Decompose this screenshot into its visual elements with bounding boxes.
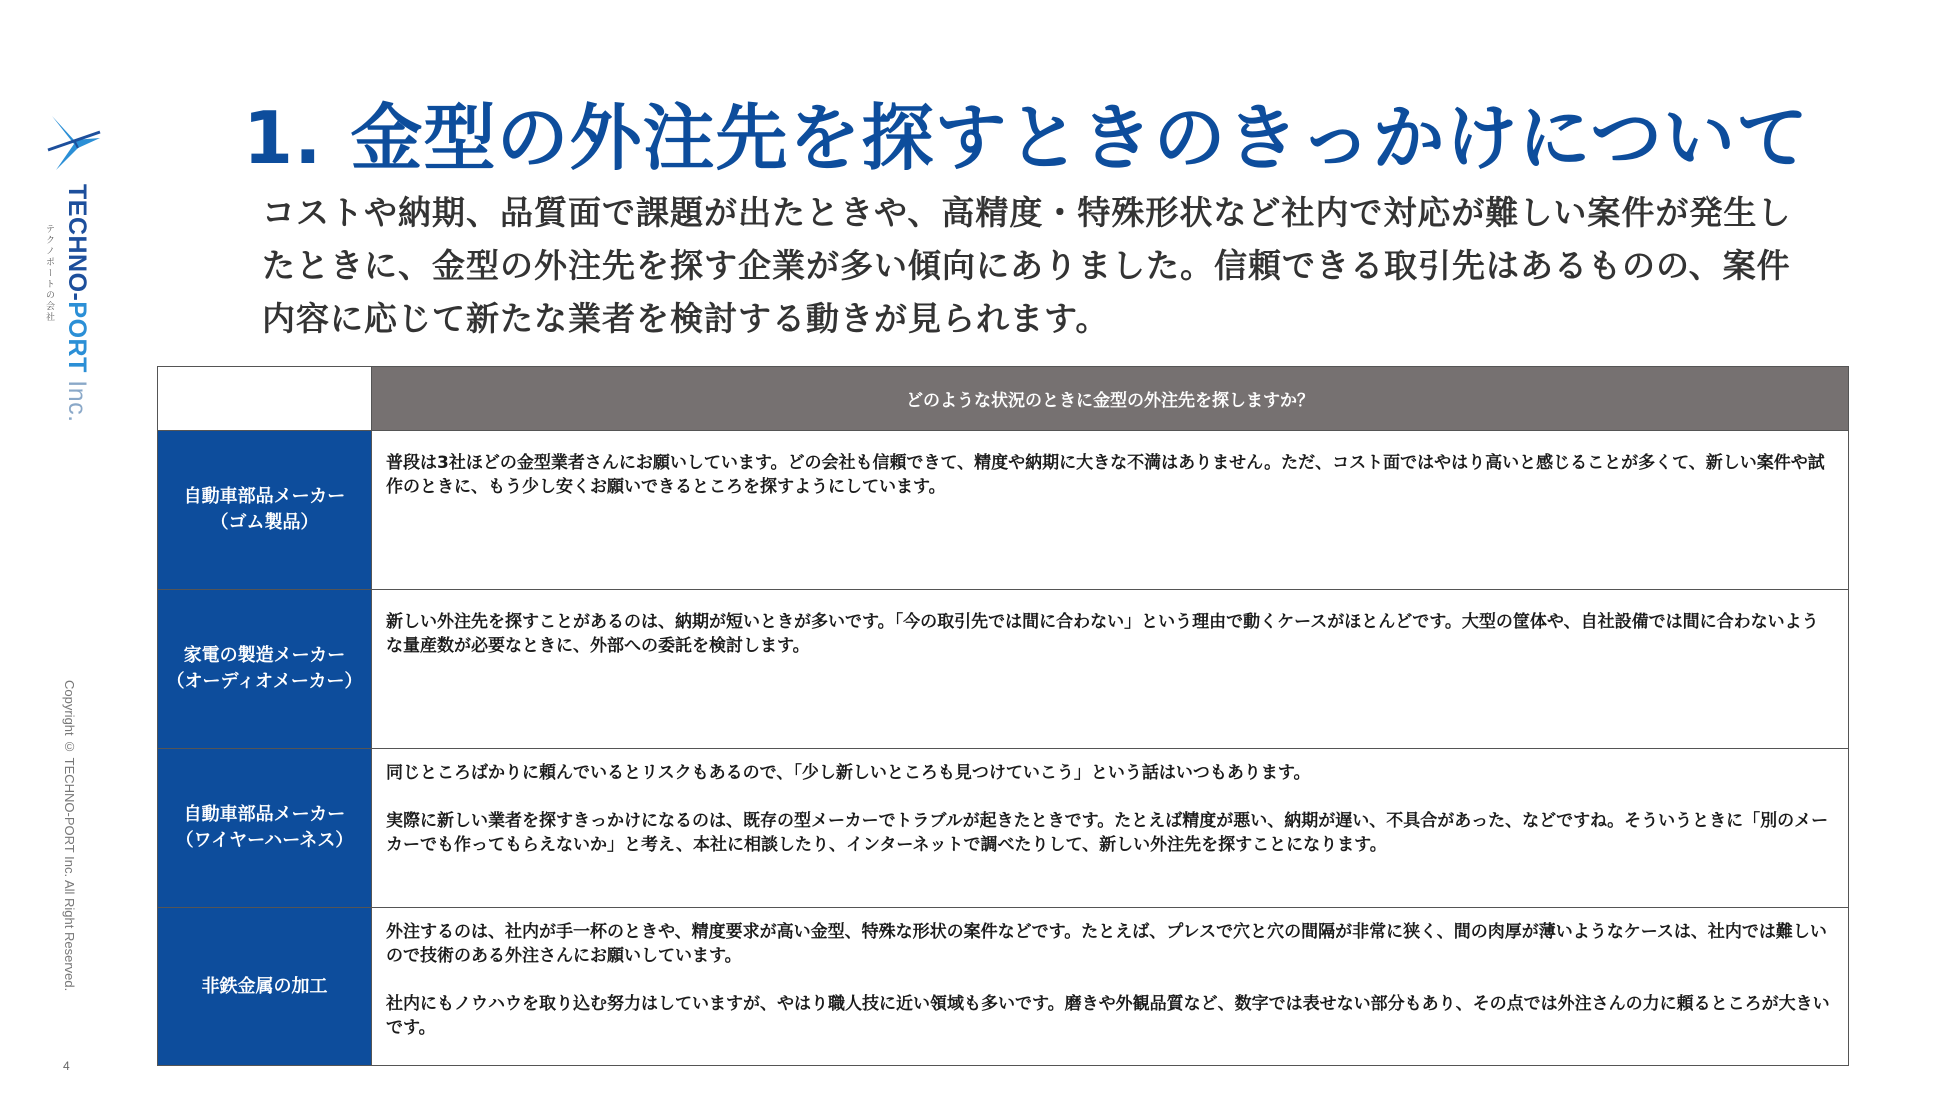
title-number: 1. [243, 96, 323, 180]
answer-paragraph: 同じところばかりに頼んでいるとリスクもあるので、「少し新しいところも見つけていこう」という話はいつもあります。 [386, 763, 1311, 783]
respondent-category: （オーディオメーカー） [166, 671, 363, 692]
interview-table [157, 366, 1849, 1066]
respondent-industry: 自動車部品メーカー [183, 486, 346, 507]
page-title [243, 80, 1923, 180]
answer-paragraph: 新しい外注先を探すことがあるのは、納期が短いときが多いです。「今の取引先では間に合わない」という理由で動くケースがほとんどです。大型の筐体や、自社設備では間に合わないような量産数が必要なときに、外部への委託を検討します。 [386, 612, 1819, 656]
respondent-label [158, 908, 372, 1066]
header-blank-cell [158, 367, 372, 431]
techno-port-logo-icon [44, 110, 104, 174]
page-number: 4 [63, 1059, 70, 1073]
copyright-text: Copyright © TECHNO-PORT Inc. All Right Reserved. [62, 680, 77, 992]
answer-cell [372, 590, 1849, 749]
answer-cell [372, 908, 1849, 1066]
brand-name: TECHNO-PORT Inc. [63, 184, 91, 423]
respondent-category: （ゴム製品） [210, 512, 319, 533]
respondent-label [158, 590, 372, 749]
question-header: どのような状況のときに金型の外注先を探しますか？ [372, 367, 1849, 431]
answer-paragraph: 外注するのは、社内が手一杯のときや、精度要求が高い金型、特殊な形状の案件などです。たとえば、プレスで穴と穴の間隔が非常に狭く、間の肉厚が薄いようなケースは、社内では難しいので技術のある外注さんにお願いしています。 [386, 922, 1827, 966]
answer-paragraph: 普段は3社ほどの金型業者さんにお願いしています。どの会社も信頼できて、精度や納期に大きな不満はありません。ただ、コスト面ではやはり高いと感じることが多くて、新しい案件や試作のときに、もう少し安くお願いできるところを探すようにしています。 [386, 453, 1825, 497]
respondent-category: （ワイヤーハーネス） [175, 830, 354, 851]
respondent-industry: 非鉄金属の加工 [201, 975, 328, 997]
answer-paragraph: 実際に新しい業者を探すきっかけになるのは、既存の型メーカーでトラブルが起きたときです。たとえば精度が悪い、納期が遅い、不具合があった、などですね。そういうときに「別のメーカーでも作ってもらえないか」と考え、本社に相談したり、インターネットで調べたりして、新しい外注先を探すことになります。 [386, 811, 1829, 855]
lead-paragraph: コストや納期、品質面で課題が出たときや、高精度・特殊形状など社内で対応が難しい案件が発生したときに、金型の外注先を探す企業が多い傾向にありました。信頼できる取引先はあるものの、案件内容に応じて新たな業者を検討する動きが見られます。 [262, 193, 1792, 338]
table-row [158, 590, 1849, 749]
respondent-industry: 自動車部品メーカー [183, 804, 346, 825]
table-row [158, 908, 1849, 1066]
brand-subtitle: テクノポートの会社 [44, 224, 54, 323]
table-header-row [158, 367, 1849, 431]
respondent-industry: 家電の製造メーカー [183, 645, 346, 666]
table-row [158, 431, 1849, 590]
answer-cell [372, 431, 1849, 590]
answer-cell [372, 749, 1849, 908]
answer-paragraph: 社内にもノウハウを取り込む努力はしていますが、やはり職人技に近い領域も多いです。磨きや外観品質など、数字では表せない部分もあり、その点では外注さんの力に頼るところが大きいです。 [386, 994, 1830, 1038]
title-text: 金型の外注先を探すときのきっかけについて [350, 96, 1810, 180]
table-row [158, 749, 1849, 908]
respondent-label [158, 431, 372, 590]
respondent-label [158, 749, 372, 908]
